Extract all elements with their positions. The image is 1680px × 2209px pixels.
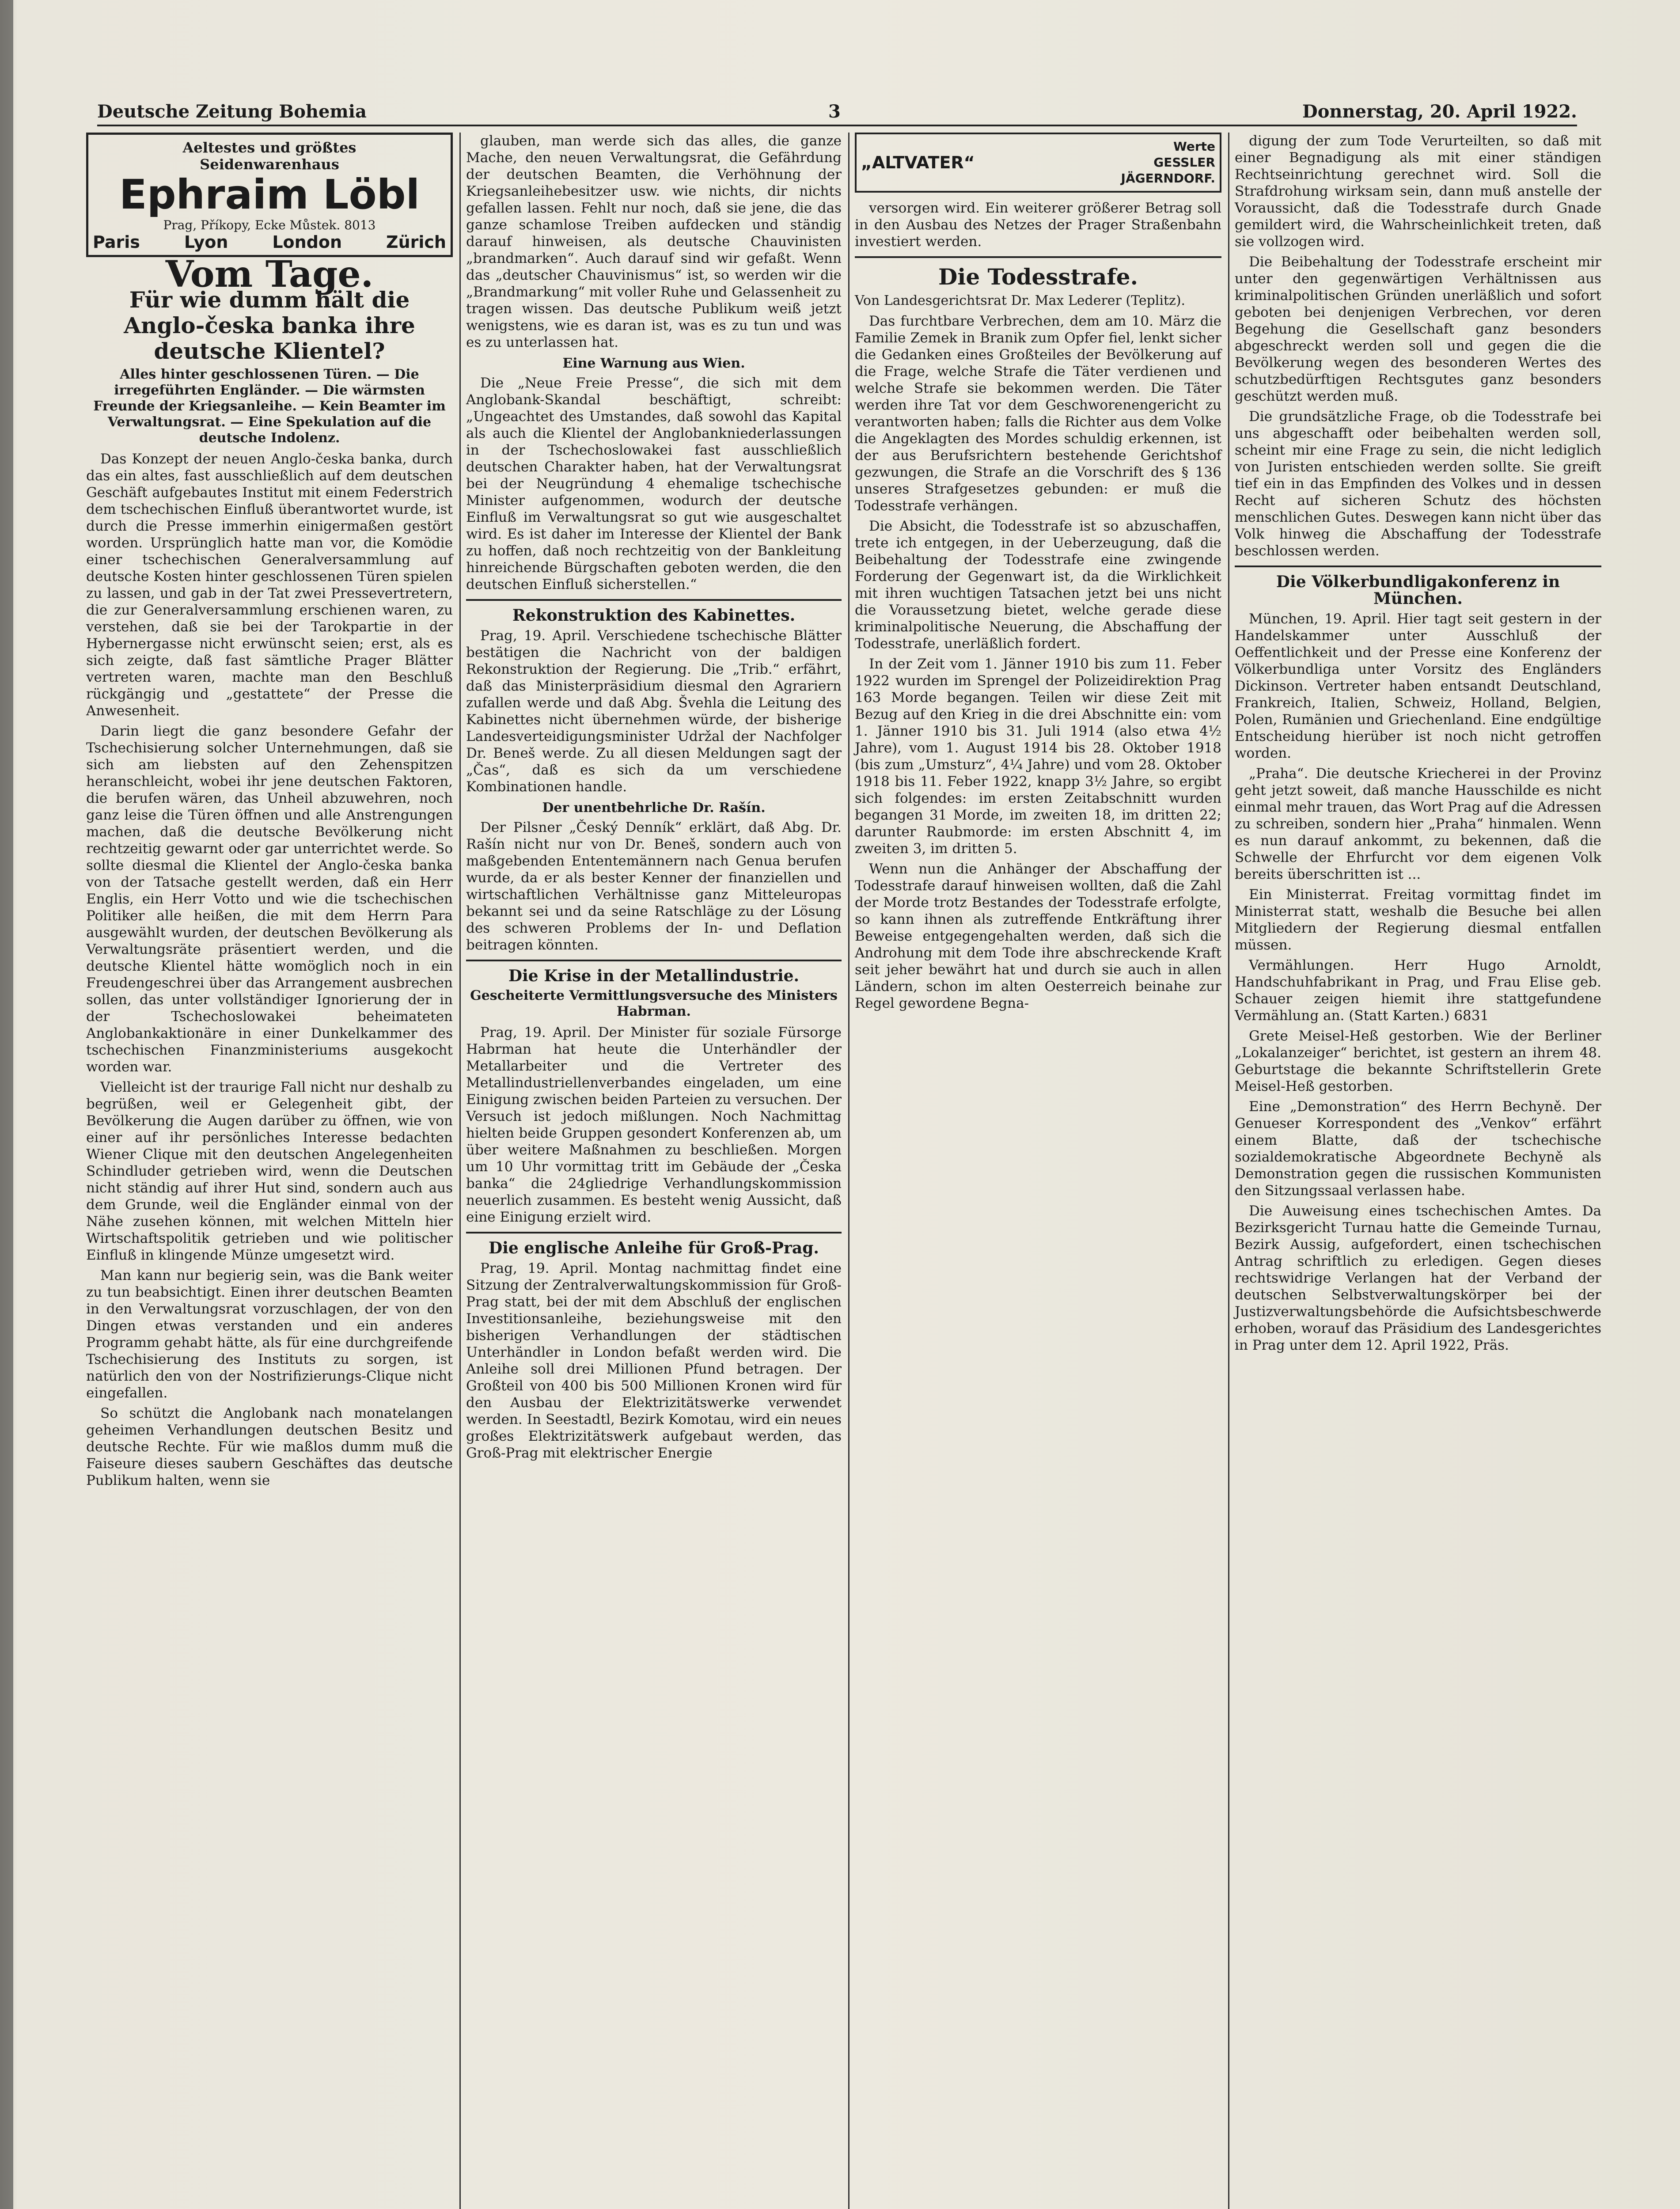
column-rule (848, 133, 849, 2209)
issue-date: Donnerstag, 20. April 1922. (1302, 101, 1577, 122)
ad-line2: Seidenwarenhaus (200, 156, 339, 173)
paragraph: glauben, man werde sich das alles, die ganze Mache, den neuen Verwaltungsrat, die Gefährdung der deutschen Beamten, die Verhöhnung der Kriegsanleihebesitzer usw. wie nichts, dir nichts gefallen lassen. Fehlt nur noch, daß sie jene, die das ganze schamlose Treiben aufdecken und ständig darauf hinweisen, als deutsche Chauvinisten „brandmarken“. Auch darauf sind wir gefaßt. Wenn das „deutscher Chauvinismus“ ist, so werden wir die „Brandmarkung“ mit voller Ruhe und Gelassenheit zu tragen wissen. Das deutsche Publikum weiß jetzt wenigstens, wie es daran ist, was es zu tun und was es zu unterlassen hat. (466, 133, 842, 350)
ad-maker: Werte GESSLER JÄGERNDORF. (1121, 139, 1215, 186)
ad-code: 8013 (344, 218, 376, 232)
paragraph: In der Zeit vom 1. Jänner 1910 bis zum 11. Feber 1922 wurden im Sprengel der Polizeidirektion Prag 163 Morde begangen. Teilen wir diese Zeit mit Bezug auf den Krieg in die drei Abschnitte ein: vom 1. Jänner 1910 bis 31. Juli 1914 (also etwa 4½ Jahre), vom 1. August 1914 bis 28. Oktober 1918 (bis zum „Umsturz“, 4¼ Jahre) und vom 28. Oktober 1918 bis 11. Feber 1922, knapp 3½ Jahre, so ergibt sich folgendes: im ersten Zeitabschnitt wurden begangen 31 Morde, im zweiten 18, im dritten 22; darunter Raubmorde: im ersten Abschnitt 4, im zweiten 3, im dritten 5. (855, 656, 1221, 857)
subheading: Der unentbehrliche Dr. Rašín. (542, 800, 766, 816)
scan-edge (0, 0, 13, 2209)
paragraph: Darin liegt die ganz besondere Gefahr der Tschechisierung solcher Unternehmungen, daß sie sich am liebsten auf den Zehenspitzen heranschleicht, wobei ihr jene deutschen Faktoren, die berufen wären, das Unheil abzuwehren, noch ganz leise die Türen öffnen und alle Anstrengungen machen, daß die deutsche Bevölkerung nicht rechtzeitig gewarnt oder gar unterrichtet werde. So sollte diesmal die Klientel der Anglo-česka banka von der Tatsache gestellt werden, daß ein Herr Englis, ein Herr Votto und wie die tschechischen Politiker alle heißen, die mit dem Herrn Para ausgewählt wurden, der deutschen Bevölkerung als Verwaltungsräte präsentiert werden, und die deutsche Klientel hätte womöglich noch in ein Freudengeschrei über das Arrangement ausbrechen sollen, das unter vollständiger Ignorierung der in der Tschechoslowakei beheimateten Anglobankaktionäre in einer Dunkelkammer des tschechischen Finanzministeriums ausgekocht worden war. (86, 723, 453, 1075)
article-subhead: Alles hinter geschlossenen Türen. — Die irregeführten Engländer. — Die wärmsten Freunde der Kriegsanleihe. — Kein Beamter im Verwaltungsrat. — Eine Spekulation auf die deutsche Indolenz. (93, 367, 446, 446)
paragraph: Vielleicht ist der traurige Fall nicht nur deshalb zu begrüßen, weil er Gelegenheit gibt, der Bevölkerung die Augen darüber zu öffnen, wie von einer auf ihr persönliches Interesse bedachten Wiener Clique mit den deutschen Angelegenheiten Schindluder getrieben wird, wenn die Deutschen nicht ständig auf ihrer Hut sind, sondern auch aus dem Grunde, weil die Engländer einmal von der Nähe zusehen können, mit welchen Mitteln hier Wirtschaftspolitik getrieben und wie politischer Einfluß in klingende Münze umgesetzt wird. (86, 1079, 453, 1263)
paragraph: Die Beibehaltung der Todesstrafe erscheint mir unter den gegenwärtigen Verhältnissen aus kriminalpolitischen Gründen unerläßlich und sofort geboten bei denjenigen Verbrechen, vor deren Begehung die Gesellschaft ganz besonders abgeschreckt werden soll und gegen die die Bevölkerung wegen des besonderen Wertes des schutzbedürftigen Rechtsgutes ganz besonders geschützt werden muß. (1235, 254, 1601, 404)
city: London (272, 232, 342, 252)
column-3 (855, 133, 1221, 1015)
paragraph: Wenn nun die Anhänger der Abschaffung der Todesstrafe darauf hinweisen wollten, daß die Zahl der Morde trotz Bestandes der Todesstrafe erfolgte, so kann ihnen als zutreffende Entkräftung ihrer Beweise entgegengehalten werden, daß sich die Androhung mit dem Tode ihre abschreckende Kraft seit jeher bewährt hat und durch sie auch in allen Ländern, schon im alten Oesterreich beinahe zur Regel gewordene Begna- (855, 861, 1221, 1011)
paragraph: „Praha“. Die deutsche Kriecherei in der Provinz geht jetzt soweit, daß manche Hausschilde es nicht einmal mehr trauen, das Wort Prag auf die Adressen zu schreiben, sondern hier „Praha“ hinmalen. Wenn es nun darauf ankommt, zu bekennen, daß die Schwelle der Ehrfurcht vor dem eigenen Volk bereits überschritten ist ... (1235, 766, 1601, 882)
column-2 (466, 133, 842, 1465)
article-headline: Die Krise in der Metallindustrie. (508, 967, 800, 985)
ad-line1: Aeltestes und größtes (182, 139, 356, 156)
news-note: Die Auweisung eines tschechischen Amtes. Da Bezirksgericht Turnau hatte die Gemeinde Turnau, Bezirk Aussig, aufgefordert, einen tschechischen Antrag schriftlich zu erledigen. Gegen dieses rechtswidrige Verlangen hat der Verband der deutschen Selbstverwaltungskörper bei der Justizverwaltungsbehörde die Aufsichtsbeschwerde erhoben, worauf das Präsidium des Landesgerichtes in Prag unter dem 12. April 1922, Präs. (1235, 1203, 1601, 1353)
column-rule (459, 133, 461, 2209)
ad-address: Prag, Příkopy, Ecke Můstek. 8013 (163, 218, 376, 232)
city: Zürich (386, 232, 446, 252)
paragraph: Das furchtbare Verbrechen, dem am 10. März die Familie Zemek in Branik zum Opfer fiel, lenkt sicher die Gedanken eines Großteiles der Bevölkerung auf die Frage, welche Strafe die Täter verdienen und welche Strafe sie bekommen werden. Die Täter werden ihre Tat vor dem Geschworenengericht zu verantworten haben; falls die Richter aus dem Volke die Angeklagten des Mordes schuldig erkennen, ist der aus Berufsrichtern bestehende Gerichtshof gezwungen, die Strafe an die Vorschrift des § 136 unseres Strafgesetzes gebunden: er muß die Todesstrafe verhängen. (855, 313, 1221, 514)
page-number: 3 (828, 101, 841, 122)
news-note: Ein Ministerrat. Freitag vormittag findet im Ministerrat statt, weshalb die Besuche bei allen Mitgliedern der Regierung diesmal entfallen müssen. (1235, 887, 1601, 953)
article-headline: Die Völkerbundligakonferenz in München. (1276, 573, 1560, 608)
paragraph: München, 19. April. Hier tagt seit gestern in der Handelskammer unter Ausschluß der Oeffentlichkeit und der Presse eine Konferenz der Völkerbundliga unter Vorsitz des Engländers Dickinson. Vertreter haben entsandt Deutschland, Frankreich, Italien, Schweiz, Holland, Belgien, Polen, Rumänien und Griechenland. Eine endgültige Entscheidung hierüber ist noch nicht getroffen worden. (1235, 611, 1601, 761)
paragraph: So schützt die Anglobank nach monatelangen geheimen Verhandlungen deutschen Besitz und deutsche Rechte. Für wie maßlos dumm muß die Faiseure dieses saubern Geschäftes das deutsche Publikum halten, wenn sie (86, 1405, 453, 1488)
separator (1235, 566, 1601, 567)
separator (855, 256, 1221, 258)
paragraph: digung der zum Tode Verurteilten, so daß mit einer Begnadigung als mit einer ständigen Rechtseinrichtung gerechnet wird. Soll die Strafdrohung wirksam sein, dann muß anstelle der Voraussicht, daß die Todesstrafe durch Gnade gemildert wird, die Wahrscheinlichkeit treten, daß sie vollzogen wird. (1235, 133, 1601, 250)
separator (466, 599, 842, 601)
section-title: Vom Tage. (165, 253, 374, 296)
separator (466, 960, 842, 961)
article-headline: Für wie dumm hält die Anglo-česka banka ihre deutsche Klientel? (124, 287, 415, 364)
city: Paris (93, 232, 140, 252)
paragraph: Das Konzept der neuen Anglo-česka banka, durch das ein altes, fast ausschließlich auf dem deutschen Geschäft aufgebautes Institut mit einem Federstrich dem tschechischen Einfluß überantwortet wurde, ist durch die Presse immerhin einigermaßen gestört worden. Ursprünglich hatte man vor, die Komödie einer tschechischen Generalversammlung auf deutsche Kosten hinter geschlossenen Türen spielen zu lassen, und gab in der Tat zwei Pressevertretern, die zur Generalversammlung erschienen waren, zu verstehen, daß sie bei der Tarokpartie in der Hybernergasse nicht erwünscht seien; erst, als es sich zeigte, daß fast sämtliche Prager Blätter vertreten waren, machte man den Beschluß rückgängig und „gestattete“ der Presse die Anwesenheit. (86, 451, 453, 719)
column-1 (86, 133, 453, 1492)
ad-company-name: Ephraim Löbl (119, 171, 420, 218)
column-rule (1228, 133, 1229, 2209)
ad-cities (93, 234, 446, 251)
ad-altvater (855, 133, 1221, 193)
article-subhead: Gescheiterte Vermittlungsversuche des Ministers Habrman. (470, 988, 838, 1019)
subheading: Eine Warnung aus Wien. (562, 356, 745, 371)
paper-name: Deutsche Zeitung Bohemia (97, 101, 367, 122)
paragraph: Man kann nur begierig sein, was die Bank weiter zu tun beabsichtigt. Einen ihrer deutschen Beamten in den Verwaltungsrat vorzuschlagen, der von den Dingen etwas verstanden und ein anderes Programm gehabt hätte, als für eine durchgreifende Tschechisierung des Instituts zu sorgen, ist natürlich den von der Nostrifizierungs-Clique nicht eingefallen. (86, 1268, 453, 1401)
ad-loebl (86, 133, 453, 257)
column-4 (1235, 133, 1601, 1357)
article-headline: Die Todesstrafe. (938, 264, 1138, 290)
article-headline: Rekonstruktion des Kabinettes. (512, 606, 796, 625)
paragraph: Der Pilsner „Český Denník“ erklärt, daß Abg. Dr. Rašín nicht nur von Dr. Beneš, sondern auch von maßgebenden Ententemännern nach Genua berufen wurde, da er als bester Kenner der finanziellen und wirtschaftlichen Verhältnisse ganz Mitteleuropas bekannt sei und da seine Ratschläge zu der Lösung des schweren Problems der In- und Deflation beitragen könnten. (466, 820, 842, 953)
paragraph: versorgen wird. Ein weiterer größerer Betrag soll in den Ausbau des Netzes der Prager Straßenbahn investiert werden. (855, 200, 1221, 250)
paragraph: Die Absicht, die Todesstrafe ist so abzuschaffen, trete ich entgegen, in der Ueberzeugung, daß die Beibehaltung der Todesstrafe eine zwingende Forderung der Gegenwart ist, da die Wirklichkeit mit ihren wuchtigen Tatsachen jetzt bei uns nicht die Voraussetzung bietet, welche gerade diese kriminalpolitische Neuerung, die Abschaffung der Todesstrafe, unerläßlich fordert. (855, 518, 1221, 652)
news-note: Grete Meisel-Heß gestorben. Wie der Berliner „Lokalanzeiger“ berichtet, ist gestern an ihrem 48. Geburtstage die bekannte Schriftstellerin Grete Meisel-Heß gestorben. (1235, 1028, 1601, 1094)
ad-brand: „ALTVATER“ (861, 153, 975, 172)
article-headline: Die englische Anleihe für Groß-Prag. (489, 1239, 819, 1257)
paragraph: Prag, 19. April. Verschiedene tschechische Blätter bestätigen die Nachricht von der baldigen Rekonstruktion der Regierung. Die „Trib.“ erfährt, daß das Ministerpräsidium diesmal den Agrariern zufallen werde und daß Abg. Švehla die Leitung des Kabinettes nicht übernehmen würde, der bisherige Landesverteidigungsminister Udržal der Nachfolger Dr. Beneš werde. Zu all diesen Meldungen sagt der „Čas“, daß es sich da um verschiedene Kombinationen handle. (466, 628, 842, 795)
news-note: Eine „Demonstration“ des Herrn Bechyně. Der Genueser Korrespondent des „Venkov“ erfährt einem Blatte, daß der tschechische sozialdemokratische Abgeordnete Bechyně als Demonstration gegen die russischen Kommunisten den Sitzungssaal verlassen habe. (1235, 1099, 1601, 1199)
paragraph: Prag, 19. April. Montag nachmittag findet eine Sitzung der Zentralverwaltungskommission für Groß-Prag statt, bei der mit dem Abschluß der englischen Investitionsanleihe, beziehungsweise mit den bisherigen Verhandlungen der städtischen Unterhändler in London befaßt werden wird. Die Anleihe soll drei Millionen Pfund betragen. Der Großteil von 400 bis 500 Millionen Kronen wird für den Ausbau der Elektrizitätswerke verwendet werden. In Seestadtl, Bezirk Komotau, wird ein neues großes Elektrizitätswerk aufgebaut werden, das Groß-Prag mit elektrischer Energie (466, 1260, 842, 1461)
separator (466, 1232, 842, 1234)
news-note: Vermählungen. Herr Hugo Arnoldt, Handschuhfabrikant in Prag, und Frau Elise geb. Schauer zeigen hiemit ihre stattgefundene Vermählung an. (Statt Karten.) 6831 (1235, 957, 1601, 1024)
paragraph: Prag, 19. April. Der Minister für soziale Fürsorge Habrman hat heute die Unterhändler der Metallarbeiter und die Vertreter des Metallindustriellenverbandes eingeladen, um eine Einigung zwischen beiden Parteien zu versuchen. Der Versuch ist jedoch mißlungen. Noch Nachmittag hielten beide Gruppen gesondert Konferenzen ab, um über weitere Maßnahmen zu beschließen. Morgen um 10 Uhr vormittag tritt im Gebäude der „Česka banka“ die 24gliedrige Verhandlungskommission neuerlich zusammen. Es besteht wenig Aussicht, daß eine Einigung erzielt wird. (466, 1025, 842, 1225)
city: Lyon (184, 232, 228, 252)
masthead-line (97, 98, 1577, 126)
paragraph: Die „Neue Freie Presse“, die sich mit dem Anglobank-Skandal beschäftigt, schreibt: „Ungeachtet des Umstandes, daß sowohl das Kapital als auch die Klientel der Anglobankniederlassungen in der Tschechoslowakei fast ausschließlich deutschen Charakter haben, hat der Verwaltungsrat bei der Neugründung 4 ehemalige tschechische Minister aufgenommen, wodurch der deutsche Einfluß im Verwaltungsrat so gut wie ausgeschaltet wird. Es ist daher im Interesse der Klientel der Bank zu hoffen, daß noch rechtzeitig von der Bankleitung hinreichende Bürgschaften geboten werden, die den deutschen Einfluß sicherstellen.“ (466, 375, 842, 592)
paragraph: Die grundsätzliche Frage, ob die Todesstrafe bei uns abgeschafft oder beibehalten werden soll, scheint mir eine Frage zu sein, die nicht lediglich von Juristen entschieden werden sollte. Sie greift tief ein in das Empfinden des Volkes und in dessen Recht auf sicheren Schutz des höchsten menschlichen Gutes. Deswegen kann nicht über das Volk hinweg die Abschaffung der Todesstrafe beschlossen werden. (1235, 409, 1601, 559)
byline: Von Landesgerichtsrat Dr. Max Lederer (Teplitz). (855, 293, 1186, 308)
